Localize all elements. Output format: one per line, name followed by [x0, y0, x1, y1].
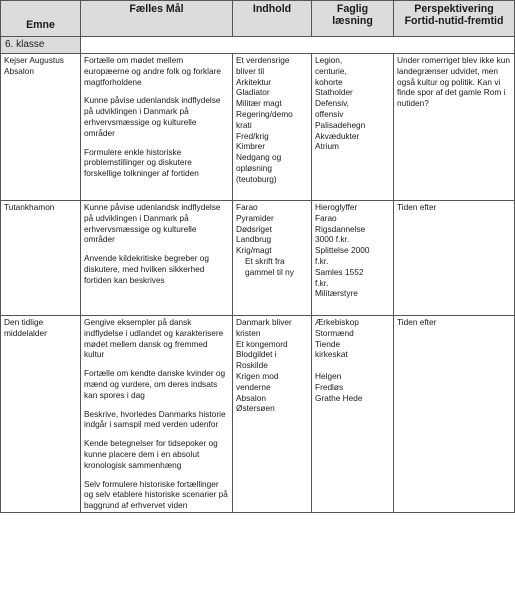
- cell-laesning: [312, 54, 394, 201]
- laesning-item: Atrium: [315, 141, 339, 152]
- header-faelles-maal: Fælles Mål: [81, 1, 233, 37]
- header-perspektivering-line2: Fortid-nutid-fremtid: [404, 15, 504, 27]
- indhold-item: Kimbrer: [236, 141, 266, 152]
- indhold-item: Arkitektur: [236, 76, 272, 87]
- laesning-item: Farao: [315, 212, 337, 223]
- maal-item: Gengive eksempler på dansk indflydelse i udlandet og karakterisere mødet mellem dansk og fremmed kultur: [84, 317, 224, 360]
- laesning-item: offensiv: [315, 108, 344, 119]
- indhold-item: Regering/demo krati: [236, 108, 293, 130]
- indhold-item: Roskilde: [236, 360, 268, 371]
- maal-item: Anvende kildekritiske begreber og diskutere, med hvilken sikkerhed fortiden kan beskrives: [84, 253, 209, 285]
- laesning-item: Samles 1552: [315, 266, 364, 277]
- header-indhold: Indhold: [233, 1, 312, 37]
- laesning-item: Rigsdannelse: [315, 223, 366, 234]
- laesning-item: Splittelse 2000: [315, 245, 370, 256]
- indhold-item: Blodgildet i: [236, 349, 277, 360]
- laesning-item: Statholder: [315, 87, 353, 98]
- indhold-item: Absalon: [236, 392, 266, 403]
- laesning-item: Stormænd: [315, 327, 354, 338]
- emne-line: Tutankhamon: [4, 202, 55, 212]
- indhold-item: Danmark bliver kristen: [236, 317, 292, 338]
- laesning-item: Hieroglyffer: [315, 202, 358, 212]
- cell-laesning: [312, 201, 394, 316]
- cell-perspektivering: Tiden efter: [394, 201, 515, 316]
- header-faglig-laesning: [312, 1, 394, 37]
- indhold-item: Fred/krig: [236, 130, 269, 141]
- indhold-item: Østersøen: [236, 403, 275, 414]
- indhold-item: venderne: [236, 381, 271, 392]
- indhold-item: gammel til ny: [245, 266, 294, 277]
- indhold-item: Krig/magt: [236, 245, 272, 256]
- cell-emne: [1, 54, 81, 201]
- grade-row: [1, 37, 515, 54]
- laesning-item: f.kr.: [315, 255, 329, 266]
- laesning-spacer: [315, 360, 390, 371]
- laesning-item: Fredløs: [315, 381, 344, 392]
- indhold-item: Gladiator: [236, 87, 270, 98]
- cell-indhold: [233, 316, 312, 513]
- indhold-item: Pyramider: [236, 212, 274, 223]
- emne-line: Absalon: [4, 65, 34, 76]
- laesning-item: Akvædukter: [315, 130, 360, 141]
- header-emne: Emne: [1, 1, 81, 37]
- indhold-item: Dødsriget: [236, 223, 272, 234]
- maal-item: Beskrive, hvorledes Danmarks historie indgår i samspil med verden udenfor: [84, 408, 226, 430]
- laesning-item: kohorte: [315, 76, 343, 87]
- indhold-item: Krigen mod: [236, 370, 279, 381]
- header-perspektivering-line1: Perspektivering: [414, 3, 494, 15]
- laesning-item: Defensiv,: [315, 98, 349, 109]
- laesning-item: Palisadehegn: [315, 119, 366, 130]
- header-perspektivering: [394, 1, 515, 37]
- cell-perspektivering: Tiden efter: [394, 316, 515, 513]
- header-faglig-line1: Faglig: [336, 3, 369, 15]
- cell-maal: [81, 201, 233, 316]
- laesning-item: Legion,: [315, 55, 343, 65]
- laesning-item: centurie,: [315, 65, 347, 76]
- cell-maal: [81, 54, 233, 201]
- indhold-item: Et kongemord: [236, 338, 288, 349]
- maal-item: Fortælle om mødet mellem europæerne og andre folk og forklare magtforholdene: [84, 55, 221, 87]
- laesning-item: kirkeskat: [315, 349, 348, 360]
- emne-line: middelalder: [4, 327, 47, 338]
- header-faglig-line2: læsning: [332, 15, 373, 27]
- indhold-item: Nedgang og opløsning: [236, 152, 282, 173]
- laesning-item: Helgen: [315, 370, 342, 381]
- laesning-item: Ærkebiskop: [315, 317, 359, 327]
- cell-laesning: [312, 316, 394, 513]
- cell-emne: [1, 316, 81, 513]
- cell-perspektivering: Under romerriget blev ikke kun landegrænser udvidet, men også kultur og politik. Kan vi finde spor af det gamle Rom i nutiden?: [394, 54, 515, 201]
- table-row-middelalder: [1, 316, 515, 513]
- laesning-item: Tiende: [315, 338, 341, 349]
- grade-label: 6. klasse: [1, 37, 81, 54]
- maal-item: Fortælle om kendte danske kvinder og mænd og vurdere, om deres indsats kan spores i dag: [84, 368, 226, 400]
- laesning-item: Grathe Hede: [315, 392, 363, 403]
- grade-row-blank: [81, 37, 515, 54]
- cell-indhold: [233, 201, 312, 316]
- indhold-item: (teutoburg): [236, 173, 277, 184]
- maal-item: Kunne påvise udenlandsk indflydelse på udviklingen i Danmark på erhvervsmæssige og kulturelle områder: [84, 202, 221, 245]
- indhold-item: Landbrug: [236, 234, 272, 245]
- cell-indhold: [233, 54, 312, 201]
- table-row-augustus: [1, 54, 515, 201]
- cell-maal: [81, 316, 233, 513]
- indhold-item: Militær magt: [236, 98, 282, 109]
- laesning-item: 3000 f.kr.: [315, 234, 350, 245]
- emne-line: Den tidlige: [4, 317, 44, 327]
- maal-item: Kende betegnelser for tidsepoker og kunne placere dem i en absolut kronologisk sammenhæng: [84, 438, 218, 470]
- emne-line: Kejser Augustus: [4, 55, 64, 65]
- indhold-item: Farao: [236, 202, 258, 212]
- laesning-item: Militærstyre: [315, 288, 358, 299]
- cell-emne: [1, 201, 81, 316]
- table-row-tutankhamon: [1, 201, 515, 316]
- maal-item: Formulere enkle historiske problemstillinger og diskutere forskellige tolkninger af fortiden: [84, 146, 199, 179]
- laesning-item: f.kr.: [315, 277, 329, 288]
- header-row: [1, 1, 515, 37]
- maal-item: Kunne påvise udenlandsk indflydelse på udviklingen i Danmark på erhvervsmæssige og kulturelle områder: [84, 95, 221, 138]
- indhold-item: Et skrift fra: [245, 255, 285, 266]
- indhold-item: Et verdensrige bliver til: [236, 55, 290, 76]
- maal-item: Selv formulere historiske fortællinger og selv etablere historiske scenarier på baggrund af erhvervet viden: [84, 478, 228, 511]
